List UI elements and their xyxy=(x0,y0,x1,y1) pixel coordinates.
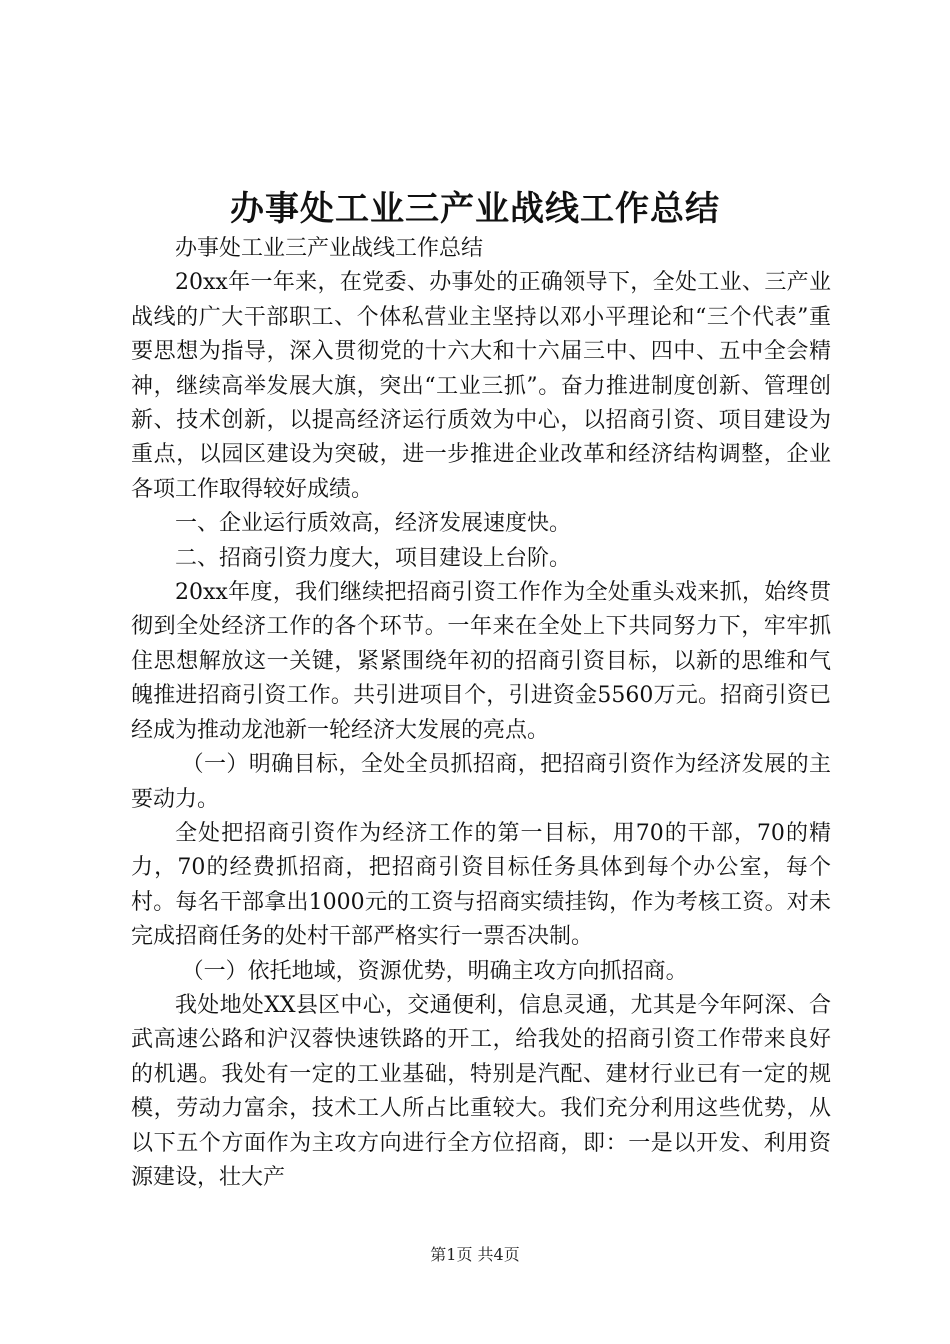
page-number-footer: 第1页 共4页 xyxy=(430,1245,520,1264)
paragraph-investment: 20xx年度，我们继续把招商引资工作作为全处重头戏来抓，始终贯彻到全处经济工作的各个环节。一年来在全处上下共同努力下，牢牢抓住思想解放这一关键，紧紧围绕年初的招商引资目标，以新的思维和气魄推进招商引资工作。共引进项目个，引进资金5560万元。招商引资已经成为推动龙池新一轮经济大发展的亮点。 xyxy=(131,580,831,743)
paragraph-all-staff: 全处把招商引资作为经济工作的第一目标，用70的干部，70的精力，70的经费抓招商，把招商引资目标任务具体到每个办公室，每个村。每名干部拿出1000元的工资与招商实绩挂钩，作为考核工资。对未完成招商任务的处村干部严格实行一票否决制。 xyxy=(131,820,831,950)
paragraph-heading-two: 二、招商引资力度大，项目建设上台阶。 xyxy=(175,545,572,571)
paragraph-location: 我处地处XX县区中心，交通便利，信息灵通，尤其是今年阿深、合武高速公路和沪汉蓉快速铁路的开工，给我处的招商引资工作带来良好的机遇。我处有一定的工业基础，特别是汽配、建材行业已有一定的规模，劳动力富余，技术工人所占比重较大。我们充分利用这些优势，从以下五个方面作为主攻方向进行全方位招商，即：一是以开发、利用资源建设，壮大产 xyxy=(131,992,831,1190)
paragraph-heading-one: 一、企业运行质效高，经济发展速度快。 xyxy=(175,511,572,537)
paragraph-subtitle: 办事处工业三产业战线工作总结 xyxy=(175,236,484,261)
document-body xyxy=(131,232,831,1195)
paragraph-intro: 20xx年一年来，在党委、办事处的正确领导下，全处工业、三产业战线的广大干部职工、个体私营业主坚持以邓小平理论和“三个代表”重要思想为指导，深入贯彻党的十六大和十六届三中、四中、五中全会精神，继续高举发展大旗，突出“工业三抓”。奋力推进制度创新、管理创新、技术创新，以提高经济运行质效为中心，以招商引资、项目建设为重点，以园区建设为突破，进一步推进企业改革和经济结构调整，企业各项工作取得较好成绩。 xyxy=(131,270,831,502)
document-title: 办事处工业三产业战线工作总结 xyxy=(230,189,720,229)
paragraph-subheading-region: （一）依托地域，资源优势，明确主攻方向抓招商。 xyxy=(181,958,688,984)
paragraph-subheading-goal: （一）明确目标，全处全员抓招商，把招商引资作为经济发展的主要动力。 xyxy=(131,752,831,812)
